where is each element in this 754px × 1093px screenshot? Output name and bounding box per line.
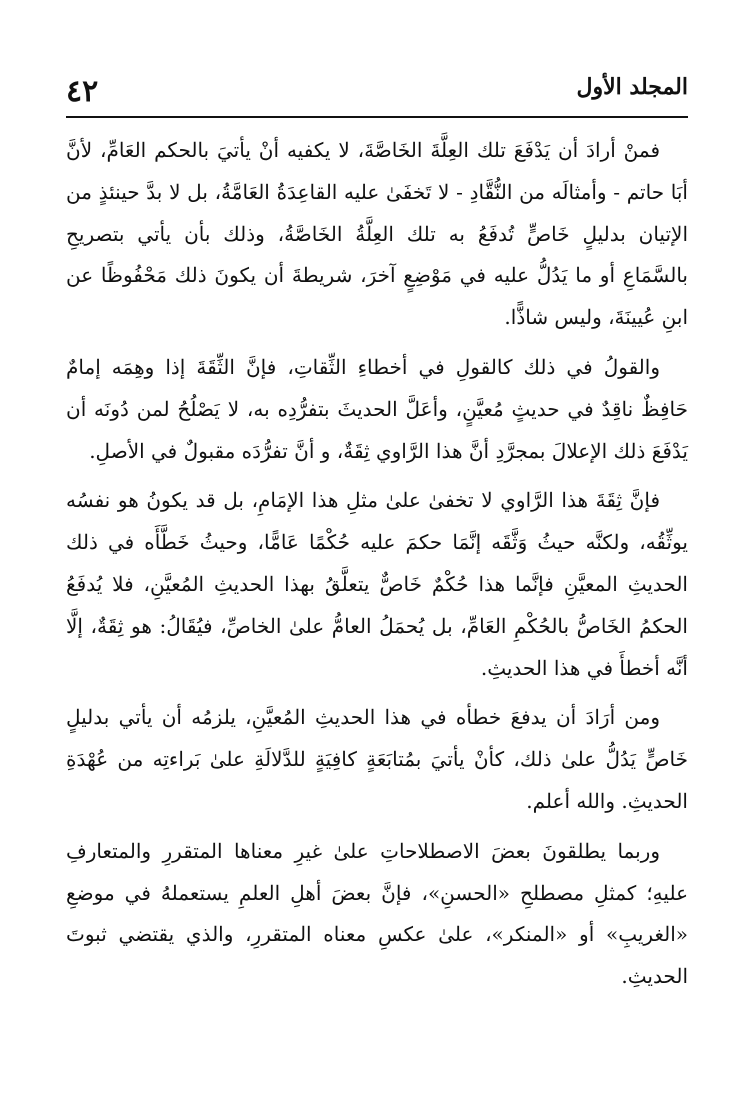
paragraph: وربما يطلقونَ بعضَ الاصطلاحاتِ علىٰ غيرِ معناها المتقررِ والمتعارفِ عليهِ؛ كمثلِ مصطلحِ «الحسنِ»، فإنَّ بعضَ أهلِ العلمِ يستعملهُ في موضعِ «الغريبِ» أو «المنكر»، علىٰ عكسِ معناه المتقررِ، والذي يقتضي ثبوتَ الحديثِ. (66, 838, 688, 989)
paragraph: ومن أرَادَ أن يدفعَ خطأه في هذا الحديثِ المُعيَّنِ، يلزمُه أن يأتي بدليلٍ خَاصٍّ يَدُلُّ علىٰ ذلك، كأنْ يأتيَ بمُتابَعَةٍ كافِيَةٍ للدَّلالَةِ علىٰ بَراءتِه من عُهْدَةِ الحديثِ. والله أعلم. (66, 705, 688, 813)
paragraph: فمنْ أرادَ أن يَدْفَعَ تلك العِلَّةَ الخَاصَّةَ، لا يكفيه أنْ يأتيَ بالحكم العَامِّ، لأنَّ أبَا حاتم - وأمثالَه من النُّقَّادِ - لا تَخفَىٰ عليه القاعِدَةُ العَامَّةُ، بل لا بدَّ حينئذٍ من الإتيان بدليلٍ خَاصٍّ تُدفَعُ به تلك العِلَّةُ الخَاصَّةُ، وذلك بأن يأتي بتصريحِ بالسَّمَاعِ أو ما يَدُلُّ عليه في مَوْضِعٍ آخرَ، شريطةَ أن يكونَ ذلك مَحْفُوظًا عن ابنِ عُيينَةَ، وليس شاذًّا. (66, 138, 688, 330)
paragraph: فإنَّ ثِقَةَ هذا الرَّاوي لا تخفىٰ علىٰ مثلِ هذا الإمَامِ، بل قد يكونُ هو نفسُه يوثِّقُه، ولكنَّه حيثُ وَثَّقَه إنَّمَا حكمَ عليه حُكْمًا عَامًّا، وحيثُ خَطَّأَه في ذلك الحديثِ المعيَّنِ فإنَّما هذا حُكْمٌ خَاصٌّ يتعلَّقُ بهذا الحديثِ المُعيَّنِ، فلا يُدفَعُ الحكمُ الخَاصُّ بالحُكْمِ العَامِّ، بل يُحمَلُ العامُّ علىٰ الخاصِّ، فيُقَالُ: هو ثِقَةٌ، إلَّا أنَّه أخطأَ في هذا الحديثِ. (66, 488, 688, 680)
paragraph: والقولُ في ذلك كالقولِ في أخطاءِ الثِّقاتِ، فإنَّ الثِّقَةَ إذا وهِمَه إمامٌ حَافِظٌ ناقِدٌ في حديثٍ مُعيَّنٍ، وأعَلَّ الحديثَ بتفرُّدِه به، لا يَصْلُحُ لمن دُونَه أن يَدْفَعَ ذلك الإعلالَ بمجرَّدِ أنَّ هذا الرَّاوي ثِقَةٌ، و أنَّ تفرُّدَه مقبولٌ في الأصلِ. (66, 354, 688, 463)
page-number: ٤٢ (66, 74, 99, 109)
page-body (66, 130, 688, 1006)
header-divider (66, 116, 688, 118)
page-header (66, 66, 688, 114)
volume-title: المجلد الأول (576, 74, 688, 100)
